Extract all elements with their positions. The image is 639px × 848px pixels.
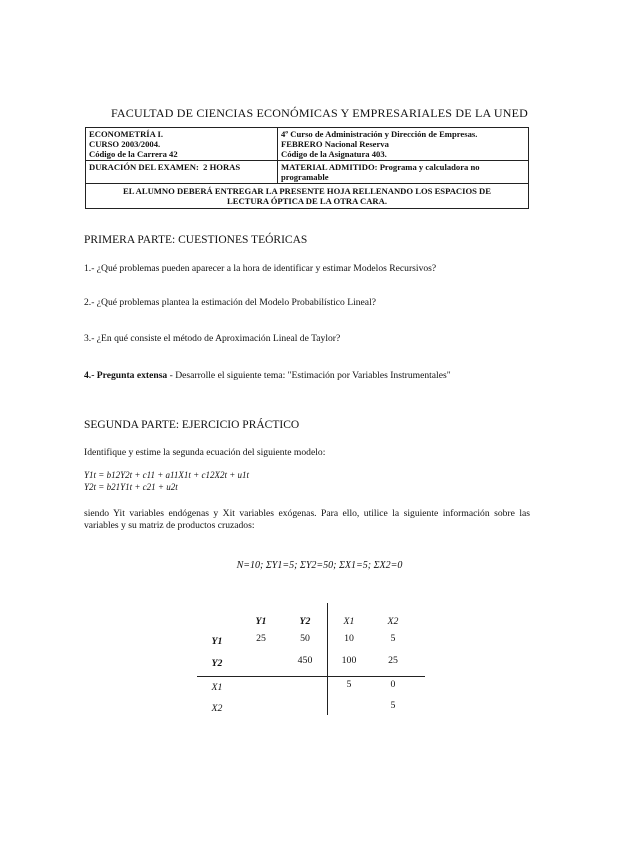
subject-code: Código de la Asignatura 403. xyxy=(281,149,387,159)
matrix-vertical-divider xyxy=(327,603,328,715)
career-code: Código de la Carrera 42 xyxy=(89,149,178,159)
matrix-horizontal-divider xyxy=(197,676,425,677)
degree-info-cell xyxy=(278,128,529,161)
question-4-text: - Desarrolle el siguiente tema: "Estimación por Variables Instrumentales" xyxy=(167,370,451,381)
matrix-cell: 10 xyxy=(344,633,354,644)
material-value: Programa y calculadora no programable xyxy=(281,162,480,182)
matrix-row-header: Y1 xyxy=(211,636,223,647)
data-sums: N=10; ΣY1=5; ΣY2=50; ΣX1=5; ΣX2=0 xyxy=(236,560,403,571)
matrix-cell: 5 xyxy=(346,679,352,690)
matrix-cell: 5 xyxy=(390,633,396,644)
degree-name: 4º Curso de Administración y Dirección de Empresas. xyxy=(281,129,478,139)
part2-title: SEGUNDA PARTE: EJERCICIO PRÁCTICO xyxy=(84,419,300,431)
instruction-line-2: LECTURA ÓPTICA DE LA OTRA CARA. xyxy=(227,196,387,206)
matrix-cell: 25 xyxy=(388,655,398,666)
matrix-row-header: X2 xyxy=(211,703,223,714)
question-4 xyxy=(84,370,544,381)
course-info-cell xyxy=(86,128,278,161)
part1-title: PRIMERA PARTE: CUESTIONES TEÓRICAS xyxy=(84,234,308,246)
course-name: ECONOMETRÍA I. xyxy=(89,129,164,139)
duration-value: 2 HORAS xyxy=(203,162,241,172)
matrix-col-header: Y1 xyxy=(255,616,267,627)
matrix-cell: 450 xyxy=(297,655,313,666)
question-4-lead: 4.- Pregunta extensa xyxy=(84,370,168,381)
instruction-line-1: EL ALUMNO DEBERÁ ENTREGAR LA PRESENTE HOJA RELLENANDO LOS ESPACIOS DE xyxy=(122,186,491,196)
exam-header-table xyxy=(85,127,529,209)
matrix-row-header: X1 xyxy=(211,682,223,693)
matrix-cell: 25 xyxy=(256,633,266,644)
matrix-col-header: X1 xyxy=(343,616,355,627)
course-year: CURSO 2003/2004. xyxy=(89,139,161,149)
model-equation-1: Y1t = b12Y2t + c11 + a11X1t + c12X2t + u1t xyxy=(84,470,250,480)
model-equation-2: Y2t = b21Y1t + c21 + u2t xyxy=(84,482,178,492)
duration-cell xyxy=(86,161,278,184)
material-cell xyxy=(278,161,529,184)
matrix-col-header: X2 xyxy=(387,616,399,627)
question-2: 2.- ¿Qué problemas plantea la estimación del Modelo Probabilístico Lineal? xyxy=(84,297,376,308)
exercise-description: siendo Yit variables endógenas y Xit variables exógenas. Para ello, utilice la siguiente información sobre las variables y su matriz de productos cruzados: xyxy=(84,508,530,531)
material-label: MATERIAL ADMITIDO: xyxy=(281,162,378,172)
matrix-col-header: Y2 xyxy=(299,616,311,627)
question-3: 3.- ¿En qué consiste el método de Aproximación Lineal de Taylor? xyxy=(84,333,341,344)
matrix-cell: 100 xyxy=(341,655,357,666)
matrix-row-header: Y2 xyxy=(211,658,223,669)
exam-session: FEBRERO Nacional Reserva xyxy=(281,139,389,149)
exercise-intro: Identifique y estime la segunda ecuación del siguiente modelo: xyxy=(84,447,326,458)
matrix-cell: 5 xyxy=(390,700,396,711)
duration-label: DURACIÓN DEL EXAMEN: xyxy=(89,162,199,172)
matrix-cell: 50 xyxy=(300,633,310,644)
question-1: 1.- ¿Qué problemas pueden aparecer a la hora de identificar y estimar Modelos Recursivos? xyxy=(84,263,437,274)
matrix-cell: 0 xyxy=(390,679,396,690)
faculty-title: FACULTAD DE CIENCIAS ECONÓMICAS Y EMPRESARIALES DE LA UNED xyxy=(110,106,529,120)
instruction-banner xyxy=(86,184,529,209)
